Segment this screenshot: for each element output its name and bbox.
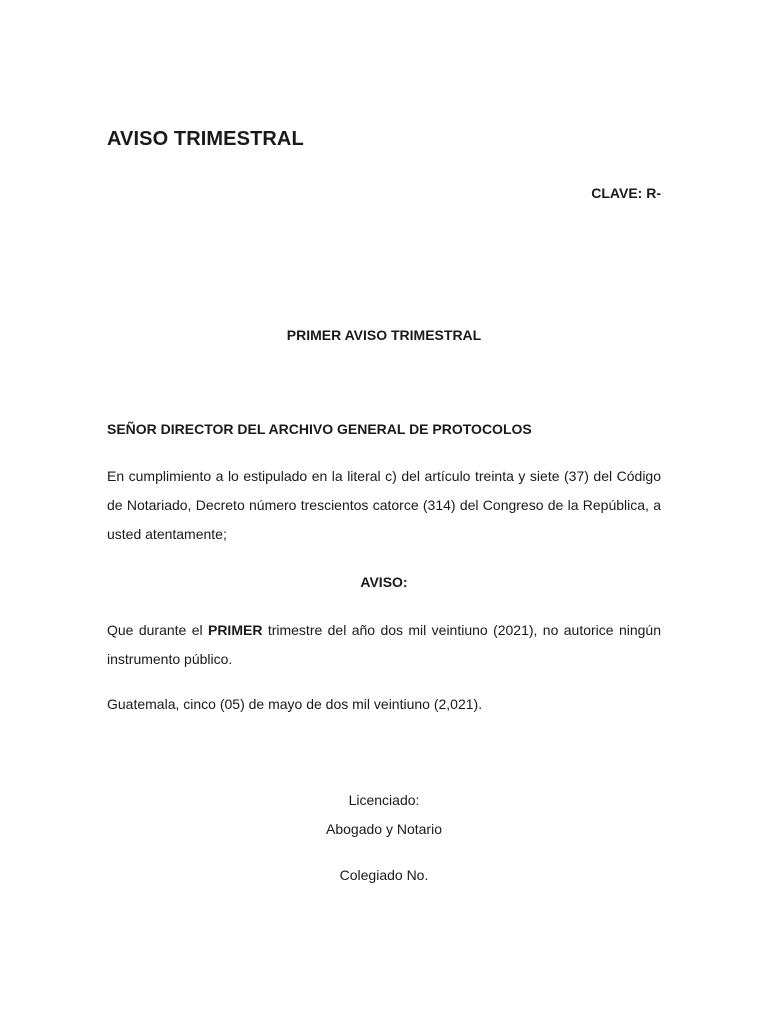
signature-title: Licenciado: (348, 792, 420, 808)
signature-colegiado: Colegiado No. (339, 867, 429, 883)
notice-paragraph (107, 616, 661, 674)
signature-profession: Abogado y Notario (326, 821, 442, 837)
notice-emphasis: PRIMER (207, 622, 263, 638)
document-subtitle: PRIMER AVISO TRIMESTRAL (286, 327, 482, 343)
addressee-line: SEÑOR DIRECTOR DEL ARCHIVO GENERAL DE PROTOCOLOS (107, 421, 532, 437)
date-paragraph: Guatemala, cinco (05) de mayo de dos mil veintiuno (2,021). (107, 696, 483, 712)
document-title: AVISO TRIMESTRAL (107, 128, 304, 150)
notice-suffix: trimestre del año dos mil veintiuno (2021), no autorice ningún instrumento público. (107, 622, 661, 667)
intro-paragraph: En cumplimiento a lo estipulado en la literal c) del artículo treinta y siete (37) del Código de Notariado, Decreto número trescientos catorce (314) del Congreso de la República, a usted atentamente; (107, 468, 661, 542)
clave-label: CLAVE: R- (591, 185, 661, 201)
notice-prefix: Que durante el (107, 622, 208, 638)
aviso-heading: AVISO: (360, 574, 408, 590)
